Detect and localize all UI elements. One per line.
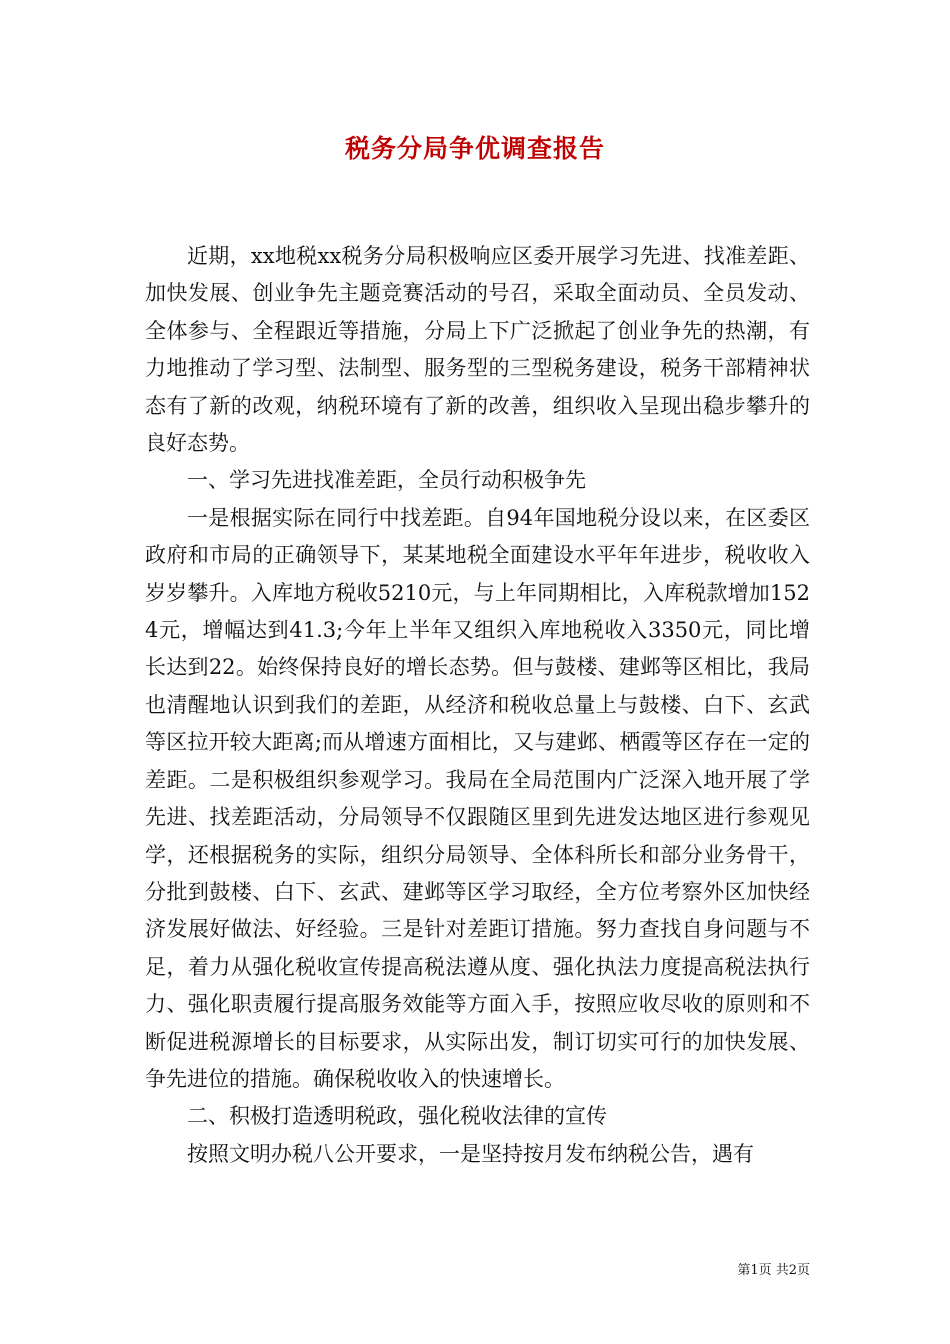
paragraph-section-2: 按照文明办税八公开要求，一是坚持按月发布纳税公告，遇有 [187,1141,754,1166]
paragraph-intro: 近期，xx地税xx税务分局积极响应区委开展学习先进、找准差距、加快发展、创业争先主题竞赛活动的号召，采取全面动员、全员发动、全体参与、全程跟近等措施，分局上下广泛掀起了创业争先的热潮，有力地推动了学习型、法制型、服务型的三型税务建设，税务干部精神状态有了新的改观，纳税环境有了新的改善，组织收入呈现出稳步攀升的良好态势。 [145,244,810,456]
page-number: 第1页 共2页 [737,1263,810,1278]
section-heading-1: 一、学习先进找准差距，全员行动积极争先 [187,468,586,493]
paragraph-section-1: 一是根据实际在同行中找差距。自94年国地税分设以来，在区委区政府和市局的正确领导下，某某地税全面建设水平年年进步，税收收入岁岁攀升。入库地方税收5210元，与上年同期相比，入库税款增加1524元，增幅达到41.3;今年上半年又组织入库地税收入3350元，同比增长达到22。始终保持良好的增长态势。但与鼓楼、建邺等区相比，我局也清醒地认识到我们的差距，从经济和税收总量上与鼓楼、白下、玄武等区拉开较大距离;而从增速方面相比，又与建邺、栖霞等区存在一定的差距。二是积极组织参观学习。我局在全局范围内广泛深入地开展了学先进、找差距活动，分局领导不仅跟随区里到先进发达地区进行参观见学，还根据税务的实际，组织分局领导、全体科所长和部分业务骨干，分批到鼓楼、白下、玄武、建邺等区学习取经，全方位考察外区加快经济发展好做法、好经验。三是针对差距订措施。努力查找自身问题与不足，着力从强化税收宣传提高税法遵从度、强化执法力度提高税法执行力、强化职责履行提高服务效能等方面入手，按照应收尽收的原则和不断促进税源增长的目标要求，从实际出发，制订切实可行的加快发展、争先进位的措施。确保税收收入的快速增长。 [145,505,810,1091]
section-heading-2: 二、积极打造透明税政，强化税收法律的宣传 [187,1104,607,1129]
document-title: 税务分局争优调查报告 [344,134,605,163]
document-body [145,238,810,1173]
